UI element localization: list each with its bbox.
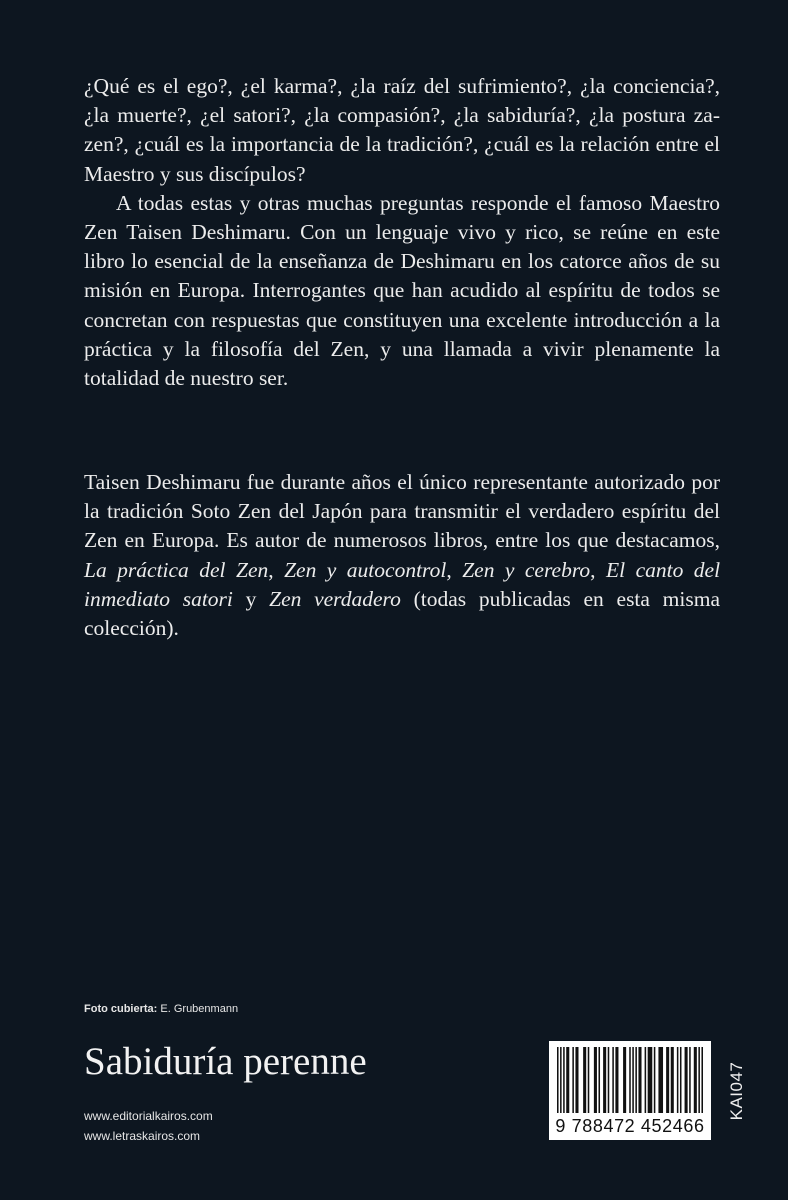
barcode-bar (677, 1047, 679, 1113)
barcode-bar (583, 1047, 586, 1113)
barcode-digits: 9 788472 452466 (555, 1116, 705, 1136)
book-title: La práctica del Zen (84, 557, 269, 582)
barcode-bar (685, 1047, 688, 1113)
intro-description: A todas estas y otras muchas preguntas responde el famoso Maestro Zen Taisen Deshimaru. Con un lenguaje vivo y rico, se reúne en este libro lo esencial de la enseñanza de Deshimaru en los catorce años de su misión en Europa. Interrogantes que han acudido al espíritu de todos se concretan con respuestas que constituyen una excelente introducción a la práctica y la filosofía del Zen, y una llamada a vivir plenamente la totalidad de nuestro ser. (84, 190, 720, 391)
barcode-bar (612, 1047, 614, 1113)
barcode-bar (615, 1047, 618, 1113)
barcode-bar (594, 1047, 597, 1113)
book-title: Zen y autocontrol (284, 557, 447, 582)
separator: , (590, 557, 607, 582)
collection-title: Sabiduría perenne (84, 1040, 367, 1083)
separator: , (446, 557, 463, 582)
barcode-bar (572, 1047, 574, 1113)
barcode-bar (575, 1047, 578, 1113)
barcode-bar (698, 1047, 700, 1113)
product-code (727, 1042, 747, 1140)
barcode-bar (603, 1047, 606, 1113)
photo-credit-name: E. Grubenmann (157, 1003, 239, 1015)
publisher-url: www.editorialkairos.com (84, 1109, 213, 1123)
barcode-bar (635, 1047, 637, 1113)
author-block (84, 468, 720, 643)
book-title: El canto del inmediato satori (84, 557, 721, 611)
intro-block (84, 72, 720, 393)
barcode-bar (694, 1047, 697, 1113)
publisher-links (84, 1106, 213, 1146)
barcode-bar (563, 1047, 565, 1113)
barcode-bar (666, 1047, 669, 1113)
barcode-bar (623, 1047, 626, 1113)
barcode-bar (598, 1047, 600, 1113)
barcode-bar (680, 1047, 682, 1113)
barcode-bar (588, 1047, 590, 1113)
barcode-bar (648, 1047, 653, 1113)
barcode (549, 1041, 711, 1140)
barcode-bar (566, 1047, 569, 1113)
product-code-text: KAI047 (727, 1061, 746, 1121)
photo-credit-label: Foto cubierta: (84, 1003, 158, 1015)
author-bio-tail: (todas publicadas en esta misma colección). (84, 586, 721, 641)
barcode-bar (671, 1047, 674, 1113)
separator: , (268, 557, 285, 582)
barcode-bar (557, 1047, 559, 1113)
barcode-bar (654, 1047, 656, 1113)
barcode-bar (645, 1047, 647, 1113)
barcode-bar (689, 1047, 691, 1113)
barcode-bar (632, 1047, 634, 1113)
photo-credit (84, 1003, 238, 1015)
separator: y (232, 586, 270, 611)
barcode-bar (629, 1047, 631, 1113)
publisher-url: www.letraskairos.com (84, 1129, 201, 1143)
barcode-bar (658, 1047, 663, 1113)
barcode-bar (701, 1047, 703, 1113)
book-title: Zen verdadero (269, 586, 401, 611)
barcode-bar (560, 1047, 562, 1113)
book-title: Zen y cerebro (462, 557, 591, 582)
barcode-bar (638, 1047, 641, 1113)
author-bio (84, 468, 720, 643)
intro-questions: ¿Qué es el ego?, ¿el karma?, ¿la raíz del sufrimiento?, ¿la conciencia?, ¿la muerte?, ¿el satori?, ¿la compasión?, ¿la sabiduría?, ¿la postura za-zen?, ¿cuál es la importancia de la tradición?, ¿cuál es la relación entre el Maestro y sus discípulos? (84, 74, 720, 186)
author-bio-lead: Taisen Deshimaru fue durante años el único representante autorizado por la tradición Soto Zen del Japón para transmitir el verdadero espíritu del Zen en Europa. Es autor de numerosos libros, entre los que destacamos, (84, 470, 720, 553)
barcode-bar (608, 1047, 610, 1113)
